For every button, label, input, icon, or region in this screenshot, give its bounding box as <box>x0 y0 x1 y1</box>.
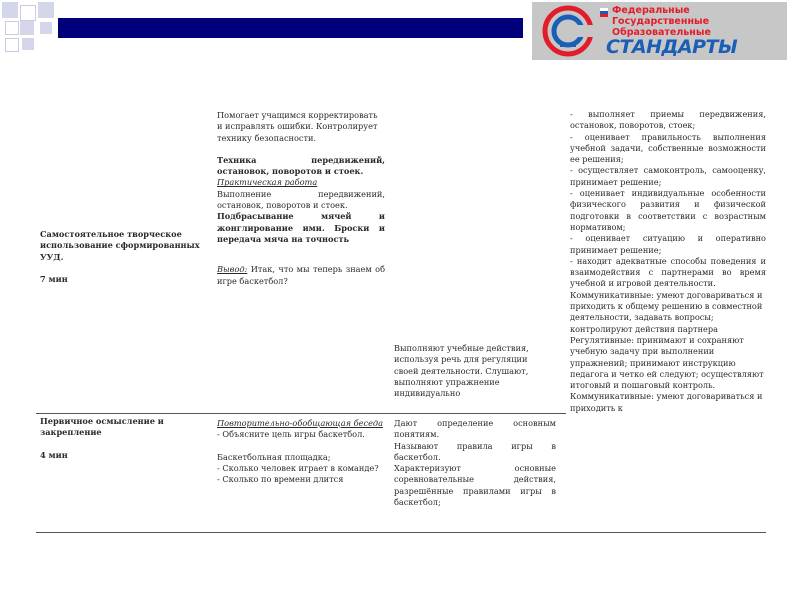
stage-title: Первичное осмысление и закрепление <box>40 416 164 438</box>
table-bottom-line <box>36 532 766 533</box>
practice-text: Выполнение передвижений, остановок, поворотов и стоек. <box>217 188 385 211</box>
table-divider <box>36 413 566 414</box>
conclusion-text: Итак, что мы теперь знаем об игре баскетбол? <box>217 264 385 286</box>
decor-square <box>22 38 34 50</box>
teacher-cell <box>217 418 385 485</box>
uud-item: - оценивает индивидуальные особенности физического развития и физической подготовки в соответствии с возрастным нормативом; <box>570 188 766 232</box>
technique-heading: Техника передвижений, остановок, поворотов и стоек. <box>217 154 385 177</box>
uud-cell <box>570 109 766 414</box>
student-activity-text: Называют правила игры в баскетбол. <box>394 440 556 462</box>
uud-item: - выполняет приемы передвижения, остановок, поворотов, стоек; <box>570 109 766 131</box>
uud-item: Регулятивные: принимают и сохраняют учебную задачу при выполнении упражнений; принимают инструкцию педагога и четко ей следуют; осуществляют итоговый и пошаговый контроль. <box>570 334 764 391</box>
student-activity-cell <box>394 418 556 508</box>
decor-square <box>40 22 52 34</box>
header-bar <box>58 18 523 38</box>
practical-work-label: Практическая работа <box>217 177 318 188</box>
fgos-emblem-icon <box>542 5 594 57</box>
student-activity-text: Характеризуют основные соревновательные действия, разрешённые правилами игры в баскетбол; <box>394 463 556 508</box>
student-activity-cell <box>394 343 554 399</box>
logo-subtitle: Федеральные Государственные Образовательные <box>612 5 711 38</box>
decor-square <box>20 5 36 21</box>
logo-brand: СТАНДАРТЫ <box>606 36 738 58</box>
uud-item: - оценивает правильность выполнения учебной задачи, собственные возможности ее решения; <box>570 131 766 165</box>
teacher-intro: Помогает учащимся корректировать и исправлять ошибки. Контролирует технику безопасности. <box>217 110 378 143</box>
uud-item: - находит адекватные способы поведения и взаимодействия с партнерами во время учебной и игровой деятельности. <box>570 255 766 289</box>
question-text: - Сколько по времени длится <box>217 474 344 485</box>
decor-square <box>38 2 54 18</box>
uud-item: - осуществляет самоконтроль, самооценку, принимает решение; <box>570 165 766 187</box>
stage-time: 7 мин <box>40 273 68 284</box>
decor-square <box>20 21 34 35</box>
question-text: - Объясните цель игры баскетбол. <box>217 429 365 440</box>
uud-item: - оценивает ситуацию и оперативно принимает решение; <box>570 233 766 255</box>
uud-item: Коммуникативные: умеют договариваться и приходить к <box>570 391 763 413</box>
conversation-label: Повторительно-обобщающая беседа <box>217 418 383 428</box>
student-activity-text: Выполняют учебные действия, используя речь для регуляции своей деятельности. Слушают, выполняют упражнение индивидуально <box>394 343 529 399</box>
stage-title: Самостоятельное творческое использование сформированных УУД. <box>40 229 200 262</box>
teacher-cell <box>217 110 385 287</box>
court-text: Баскетбольная площадка; <box>217 451 331 462</box>
stage-time: 4 мин <box>40 449 68 460</box>
tossing-text: Подбрасывание мячей и жонглирование ими. Броски и передача мяча на точность <box>217 211 385 244</box>
stage-cell <box>40 416 200 461</box>
fgos-logo <box>532 2 787 60</box>
question-text: - Сколько человек играет в команде? <box>217 462 379 473</box>
decor-square <box>2 2 18 18</box>
conclusion-label: Вывод: <box>217 264 248 275</box>
stage-cell <box>40 229 200 285</box>
flag-icon <box>600 8 608 17</box>
decor-square <box>5 21 19 35</box>
uud-item: Коммуникативные: умеют договариваться и приходить к общему решению в совместной деятельности, задавать вопросы; контролируют действия партнера <box>570 289 763 334</box>
decor-square <box>5 38 19 52</box>
student-activity-text: Дают определение основным понятиям. <box>394 418 556 440</box>
